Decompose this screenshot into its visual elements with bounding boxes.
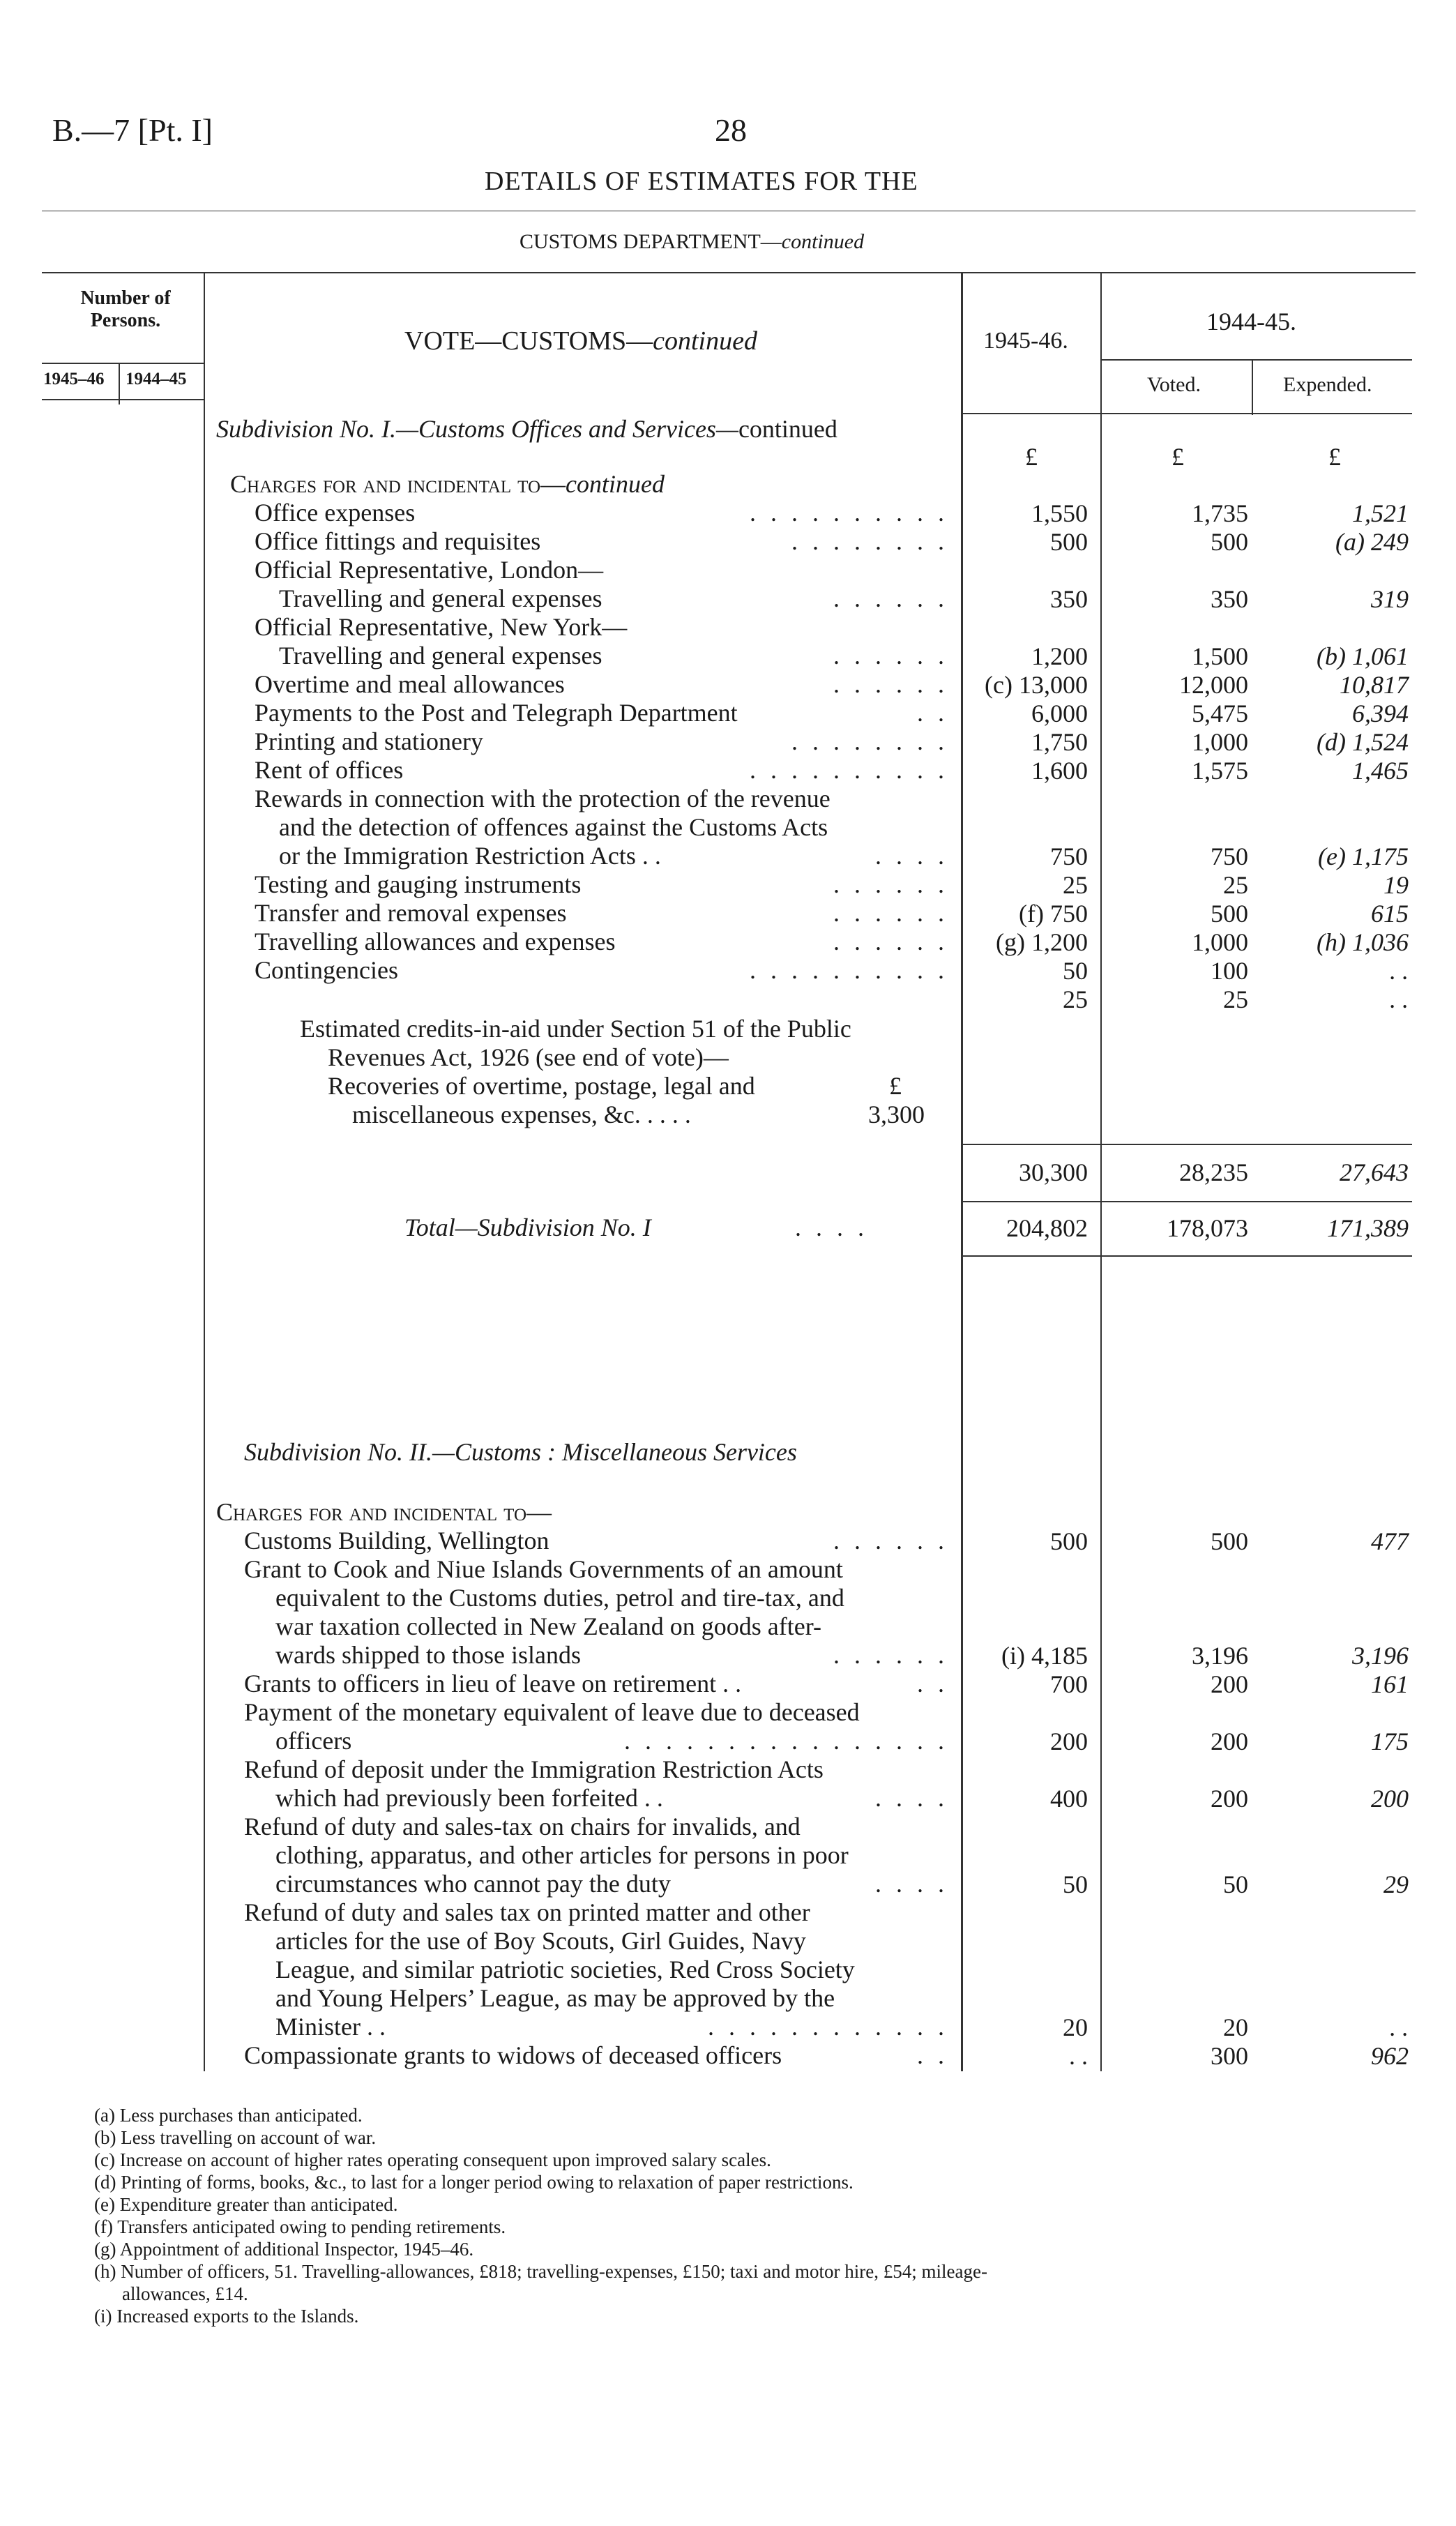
voted-expended-rule — [1252, 359, 1253, 415]
row-value-expended: 477 — [1371, 1527, 1409, 1555]
row-value-voted: 1,575 — [1192, 757, 1248, 785]
row-value-expended: (d) 1,524 — [1317, 728, 1409, 756]
row-label: Office expenses — [255, 499, 416, 527]
persons-sub-rule — [42, 399, 204, 400]
credits-line-3: Recoveries of overtime, postage, legal and — [328, 1072, 755, 1100]
department-name: CUSTOMS DEPARTMENT— — [520, 230, 782, 253]
row-leader-dots: . . . . . . — [833, 584, 948, 612]
persons-col-1945: 1945–46 — [43, 370, 105, 388]
col-1944-rule — [1102, 359, 1412, 361]
row-value-1945: 350 — [1050, 585, 1088, 613]
row-value-1945: 20 — [1063, 2013, 1088, 2041]
row-label: circumstances who cannot pay the duty — [275, 1870, 671, 1898]
row-value-expended: 3,196 — [1352, 1642, 1409, 1670]
row-value-voted: 1,000 — [1192, 928, 1248, 956]
credits-pound: £ — [889, 1072, 902, 1100]
row-value-1945: 700 — [1050, 1670, 1088, 1698]
row-value-voted: 500 — [1211, 528, 1248, 556]
row-value-voted: 750 — [1211, 842, 1248, 870]
row-value-voted: 25 — [1223, 871, 1248, 899]
row-value-1945: 1,600 — [1031, 757, 1088, 785]
row-value-expended: 319 — [1371, 585, 1409, 613]
row-value-1945: 1,550 — [1031, 499, 1088, 527]
page-number: 28 — [715, 112, 747, 148]
subtotal-top-rule — [962, 1144, 1412, 1145]
row-value-expended: (a) 249 — [1335, 528, 1409, 556]
subtotal-1945: 30,300 — [1019, 1158, 1088, 1186]
row-leader-dots: . . . . . . . . . . — [750, 499, 948, 527]
sub1-total-dots: . . . . — [795, 1213, 868, 1241]
credits-line-2: Revenues Act, 1926 (see end of vote)— — [328, 1043, 729, 1071]
row-value-1945: 25 — [1063, 871, 1088, 899]
row-value-voted: 3,196 — [1192, 1642, 1248, 1670]
row-label: Testing and gauging instruments — [255, 870, 582, 898]
table-top-rule — [42, 272, 1416, 273]
sub1-heading-continued: continued — [738, 415, 837, 443]
row-value-voted: 350 — [1211, 585, 1248, 613]
sub1-charges-heading — [230, 470, 665, 499]
footnote: (h) Number of officers, 51. Travelling-allowances, £818; travelling-expenses, £150; taxi and motor hire, £54; mileage- — [94, 2261, 987, 2282]
row-label: wards shipped to those islands — [275, 1641, 581, 1669]
row-value-1945: . . — [1069, 2042, 1088, 2070]
row-value-voted: 20 — [1223, 2013, 1248, 2041]
subtotal-voted: 28,235 — [1179, 1158, 1248, 1186]
row-label: Travelling and general expenses — [279, 642, 602, 670]
row-value-expended: (e) 1,175 — [1318, 842, 1409, 870]
row-label: equivalent to the Customs duties, petrol and tire-tax, and — [275, 1584, 844, 1612]
row-label: Minister . . — [275, 2013, 386, 2041]
row-value-expended: 200 — [1371, 1785, 1409, 1813]
row-label: Overtime and meal allowances — [255, 670, 565, 698]
row-label: clothing, apparatus, and other articles for persons in poor — [275, 1841, 849, 1869]
currency-voted: £ — [1171, 443, 1184, 471]
sub1-heading — [216, 415, 837, 444]
row-value-voted: 200 — [1211, 1727, 1248, 1755]
row-leader-dots: . . . . . . — [833, 1641, 948, 1669]
sub2-charges-heading: Charges for and incidental to— — [216, 1498, 552, 1526]
currency-1945: £ — [1025, 443, 1038, 471]
persons-header-rule — [42, 363, 204, 364]
footnote: (e) Expenditure greater than anticipated. — [94, 2194, 398, 2215]
col-1945-left-rule — [961, 272, 963, 2071]
persons-col-1944: 1944–45 — [126, 370, 187, 388]
row-value-1945: 500 — [1050, 528, 1088, 556]
row-value-expended: 1,465 — [1352, 757, 1409, 785]
sub1-charges-text: Charges for and incidental to— — [230, 470, 566, 498]
persons-right-rule — [204, 272, 205, 2071]
row-label: League, and similar patriotic societies, Red Cross Society — [275, 1956, 855, 1983]
row-value-voted: 50 — [1223, 1870, 1248, 1898]
row-value-voted: 200 — [1211, 1785, 1248, 1813]
sub1-heading-text: Subdivision No. I.—Customs Offices and Services— — [216, 415, 738, 443]
col-1945-header: 1945-46. — [983, 328, 1068, 354]
row-label: Office fittings and requisites — [255, 527, 541, 555]
row-label: Payment of the monetary equivalent of leave due to deceased — [244, 1698, 860, 1726]
row-value-expended: . . — [1390, 985, 1409, 1013]
row-leader-dots: . . . . — [875, 842, 948, 870]
footnote: (c) Increase on account of higher rates operating consequent upon improved salary scales. — [94, 2149, 771, 2170]
total-1945: 204,802 — [1006, 1214, 1088, 1242]
footnote: (f) Transfers anticipated owing to pending retirements. — [94, 2216, 506, 2237]
vote-name: VOTE—CUSTOMS— — [404, 326, 653, 356]
row-leader-dots: . . — [917, 699, 948, 727]
row-leader-dots: . . . . . . — [833, 899, 948, 927]
row-label: Grants to officers in lieu of leave on retirement . . — [244, 1670, 742, 1697]
footnote: (g) Appointment of additional Inspector, 1945–46. — [94, 2239, 474, 2260]
col-1944-left-rule — [1100, 272, 1102, 2071]
row-leader-dots: . . . . . . — [833, 1527, 948, 1555]
row-label: Travelling allowances and expenses — [255, 928, 616, 955]
subtotal-expended: 27,643 — [1340, 1158, 1409, 1186]
row-value-1945: 1,200 — [1031, 642, 1088, 670]
row-leader-dots: . . . . . . — [833, 870, 948, 898]
row-leader-dots: . . — [917, 1670, 948, 1697]
row-label: articles for the use of Boy Scouts, Girl Guides, Navy — [275, 1927, 806, 1955]
vote-continued: continued — [653, 326, 757, 356]
row-label: Rent of offices — [255, 756, 404, 784]
row-leader-dots: . . . . . . . . — [791, 727, 948, 755]
row-label: officers — [275, 1727, 352, 1755]
row-leader-dots: . . . . . . . . — [791, 527, 948, 555]
row-leader-dots: . . . . . . . . . . . . — [708, 2013, 948, 2041]
footnote: allowances, £14. — [122, 2283, 248, 2304]
row-leader-dots: . . . . . . . . . . — [750, 756, 948, 784]
row-value-expended: 29 — [1383, 1870, 1409, 1898]
row-label: Refund of duty and sales-tax on chairs for invalids, and — [244, 1813, 801, 1840]
row-value-expended: 10,817 — [1340, 671, 1409, 699]
row-value-1945: 500 — [1050, 1527, 1088, 1555]
sub2-heading: Subdivision No. II.—Customs : Miscellaneous Services — [244, 1438, 797, 1466]
credits-line-4: miscellaneous expenses, &c. . . . . — [352, 1101, 691, 1128]
row-value-voted: 500 — [1211, 900, 1248, 928]
row-value-voted: 100 — [1211, 957, 1248, 985]
credits-line-1: Estimated credits-in-aid under Section 51 of the Public — [300, 1015, 851, 1043]
row-value-expended: 962 — [1371, 2042, 1409, 2070]
row-label: Customs Building, Wellington — [244, 1527, 549, 1555]
row-value-1945: 400 — [1050, 1785, 1088, 1813]
row-value-1945: 50 — [1063, 957, 1088, 985]
header-bottom-rule — [962, 413, 1412, 414]
department-heading — [520, 230, 864, 254]
row-value-voted: 12,000 — [1179, 671, 1248, 699]
row-value-voted: 1,500 — [1192, 642, 1248, 670]
footnote: (i) Increased exports to the Islands. — [94, 2306, 359, 2327]
persons-header: Number of Persons. — [80, 287, 171, 331]
row-value-voted: 1,000 — [1192, 728, 1248, 756]
row-label: Official Representative, New York— — [255, 613, 628, 641]
row-label: Travelling and general expenses — [279, 584, 602, 612]
row-leader-dots: . . . . . . . . . . . . . . . . — [624, 1727, 948, 1755]
row-value-expended: . . — [1390, 957, 1409, 985]
row-leader-dots: . . . . . . — [833, 642, 948, 670]
row-label: which had previously been forfeited . . — [275, 1784, 663, 1812]
row-value-expended: 19 — [1383, 871, 1409, 899]
row-value-expended: 175 — [1371, 1727, 1409, 1755]
page-title: DETAILS OF ESTIMATES FOR THE — [485, 167, 918, 196]
row-value-expended: (h) 1,036 — [1317, 928, 1409, 956]
row-leader-dots: . . . . . . . . . . — [750, 956, 948, 984]
row-leader-dots: . . . . . . — [833, 670, 948, 698]
row-value-expended: 615 — [1371, 900, 1409, 928]
row-label: Printing and stationery — [255, 727, 483, 755]
row-leader-dots: . . — [917, 2041, 948, 2069]
footnote: (b) Less travelling on account of war. — [94, 2127, 377, 2148]
row-label: Rewards in connection with the protection of the revenue — [255, 785, 831, 812]
voted-header: Voted. — [1147, 373, 1201, 396]
department-continued: continued — [781, 230, 865, 253]
sub1-total-label: Total—Subdivision No. I — [404, 1213, 651, 1241]
row-value-voted: 25 — [1223, 985, 1248, 1013]
credits-amount: 3,300 — [868, 1101, 925, 1128]
row-label: Refund of duty and sales tax on printed matter and other — [244, 1898, 810, 1926]
sub1-charges-continued: continued — [566, 470, 665, 498]
persons-divider — [119, 363, 120, 404]
row-value-1945: (i) 4,185 — [1001, 1642, 1088, 1670]
total-voted: 178,073 — [1167, 1214, 1248, 1242]
row-value-expended: (b) 1,061 — [1317, 642, 1409, 670]
row-label: Contingencies — [255, 956, 398, 984]
currency-expended: £ — [1328, 443, 1341, 471]
row-value-1945: 200 — [1050, 1727, 1088, 1755]
row-value-voted: 1,735 — [1192, 499, 1248, 527]
row-value-voted: 500 — [1211, 1527, 1248, 1555]
total-expended: 171,389 — [1327, 1214, 1409, 1242]
row-value-voted: 300 — [1211, 2042, 1248, 2070]
row-value-expended: 6,394 — [1352, 699, 1409, 727]
row-leader-dots: . . . . . . — [833, 928, 948, 955]
expended-header: Expended. — [1283, 373, 1372, 396]
total-bottom-rule — [962, 1255, 1412, 1257]
row-label: or the Immigration Restriction Acts . . — [279, 842, 661, 870]
row-value-1945: (c) 13,000 — [985, 671, 1088, 699]
row-value-voted: 5,475 — [1192, 699, 1248, 727]
footnote: (a) Less purchases than anticipated. — [94, 2105, 363, 2126]
row-label: Payments to the Post and Telegraph Department — [255, 699, 738, 727]
vote-title — [404, 326, 757, 356]
subtotal-bottom-rule — [962, 1201, 1412, 1202]
row-value-1945: (f) 750 — [1019, 900, 1088, 928]
footnote: (d) Printing of forms, books, &c., to last for a longer period owing to relaxation of paper restrictions. — [94, 2172, 854, 2193]
row-label: Refund of deposit under the Immigration Restriction Acts — [244, 1755, 824, 1783]
row-value-expended: 1,521 — [1352, 499, 1409, 527]
row-value-expended: 161 — [1371, 1670, 1409, 1698]
row-value-1945: 25 — [1063, 985, 1088, 1013]
row-label: and the detection of offences against the Customs Acts — [279, 813, 828, 841]
row-label: Official Representative, London— — [255, 556, 604, 584]
row-value-voted: 200 — [1211, 1670, 1248, 1698]
row-value-1945: 6,000 — [1031, 699, 1088, 727]
row-label: war taxation collected in New Zealand on goods after- — [275, 1612, 821, 1640]
page-ref: B.—7 [Pt. I] — [52, 112, 213, 148]
row-label: and Young Helpers’ League, as may be approved by the — [275, 1984, 835, 2012]
row-value-1945: 1,750 — [1031, 728, 1088, 756]
row-value-1945: 50 — [1063, 1870, 1088, 1898]
row-label: Transfer and removal expenses — [255, 899, 567, 927]
row-label: Grant to Cook and Niue Islands Governments of an amount — [244, 1555, 843, 1583]
row-leader-dots: . . . . — [875, 1870, 948, 1898]
row-value-1945: (g) 1,200 — [996, 928, 1088, 956]
row-label: Compassionate grants to widows of deceased officers — [244, 2041, 782, 2069]
row-value-expended: . . — [1390, 2013, 1409, 2041]
col-1944-header: 1944-45. — [1206, 308, 1296, 335]
row-value-1945: 750 — [1050, 842, 1088, 870]
row-leader-dots: . . . . — [875, 1784, 948, 1812]
